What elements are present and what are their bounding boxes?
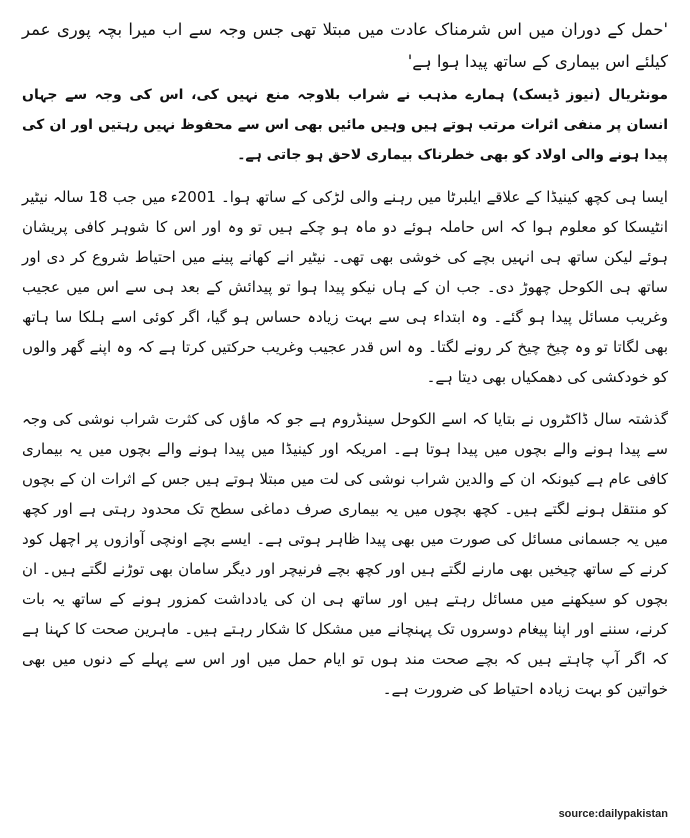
article-headline: 'حمل کے دوران میں اس شرمناک عادت میں مبتلا تھی جس وجہ سے اب میرا بچہ پوری عمر کیلئے اس بیماری کے ساتھ پیدا ہوا ہے' xyxy=(22,20,668,71)
source-credit: source:dailypakistan xyxy=(558,808,668,820)
article-paragraph-story: ایسا ہی کچھ کینیڈا کے علاقے ایلبرٹا میں رہنے والی لڑکی کے ساتھ ہوا۔ 2001ء میں جب 18 سالہ نیٹیر انٹیسکا کو معلوم ہوا کہ اس حاملہ ہوئے دو ماہ ہو چکے ہیں تو وہ اور اس کا شوہر کافی پریشان ہوئے لیکن ساتھ ہی انہیں بچے کی خوشی بھی تھی۔ نیٹیر انے کھانے پینے میں احتیاط شروع کر دی اور ساتھ ہی الکوحل چھوڑ دی۔ جب ان کے ہاں نیکو پیدا ہوا تو پیدائش کے بعد ہی سے اس میں عجیب وغریب مسائل پیدا ہو گئے۔ وہ ابتداء ہی سے بہت زیادہ حساس ہو گیا، اگر کوئی اسے ہلکا سا ہاتھ بھی لگاتا تو وہ چیخ چیخ کر رونے لگتا۔ وہ اس قدر عجیب وغریب حرکتیں کرتا ہے کہ وہ اپنے گھر والوں کو خودکشی کی دھمکیاں بھی دیتا ہے۔ xyxy=(22,188,668,386)
article xyxy=(22,14,668,716)
article-paragraph-syndrome: گذشتہ سال ڈاکٹروں نے بتایا کہ اسے الکوحل سینڈروم ہے جو کہ ماؤں کی کثرت شراب نوشی کی وجہ سے پیدا ہونے والے بچوں میں پیدا ہوتا ہے۔ امریکہ اور کینیڈا میں پیدا ہونے والے بچوں میں یہ بیماری کافی عام ہے کیونکہ ان کے والدین شراب نوشی کی لت میں مبتلا ہوتے ہیں جس کے اثرات ان کے بچوں کو منتقل ہونے لگتے ہیں۔ کچھ بچوں میں یہ بیماری صرف دماغی سطح تک محدود رہتی ہے اور کچھ میں یہ جسمانی مسائل کی صورت میں بھی پیدا ظاہر ہوتی ہے۔ ایسے بچے اونچی آوازوں پر اچھل کود کرنے کے ساتھ چیخیں بھی مارنے لگتے ہیں اور کچھ بچے فرنیچر اور دیگر سامان بھی توڑنے لگتے ہیں۔ ان بچوں کو سیکھنے میں مسائل رہتے ہیں اور ساتھ ہی ان کی یادداشت کمزور ہونے کے ساتھ یہ بات کرنے، سننے اور اپنا پیغام دوسروں تک پہنچانے میں مشکل کا شکار رہتے ہیں۔ ماہرین صحت کا کہنا ہے کہ اگر آپ چاہتے ہیں کہ بچے صحت مند ہوں تو ایام حمل میں اور اس سے پہلے کے دنوں میں بھی خواتین کو بہت زیادہ احتیاط کی ضرورت ہے۔ xyxy=(22,410,668,698)
article-paragraph-intro: مونٹریال (نیوز ڈیسک) ہمارے مذہب نے شراب بلاوجہ منع نہیں کی، اس کی وجہ سے جہاں انسان پر منفی اثرات مرتب ہوتے ہیں وہیں مائیں بھی اس سے محفوظ نہیں رہتیں اور ان کی پیدا ہونے والی اولاد کو بھی خطرناک بیماری لاحق ہو جاتی ہے۔ xyxy=(22,87,668,163)
